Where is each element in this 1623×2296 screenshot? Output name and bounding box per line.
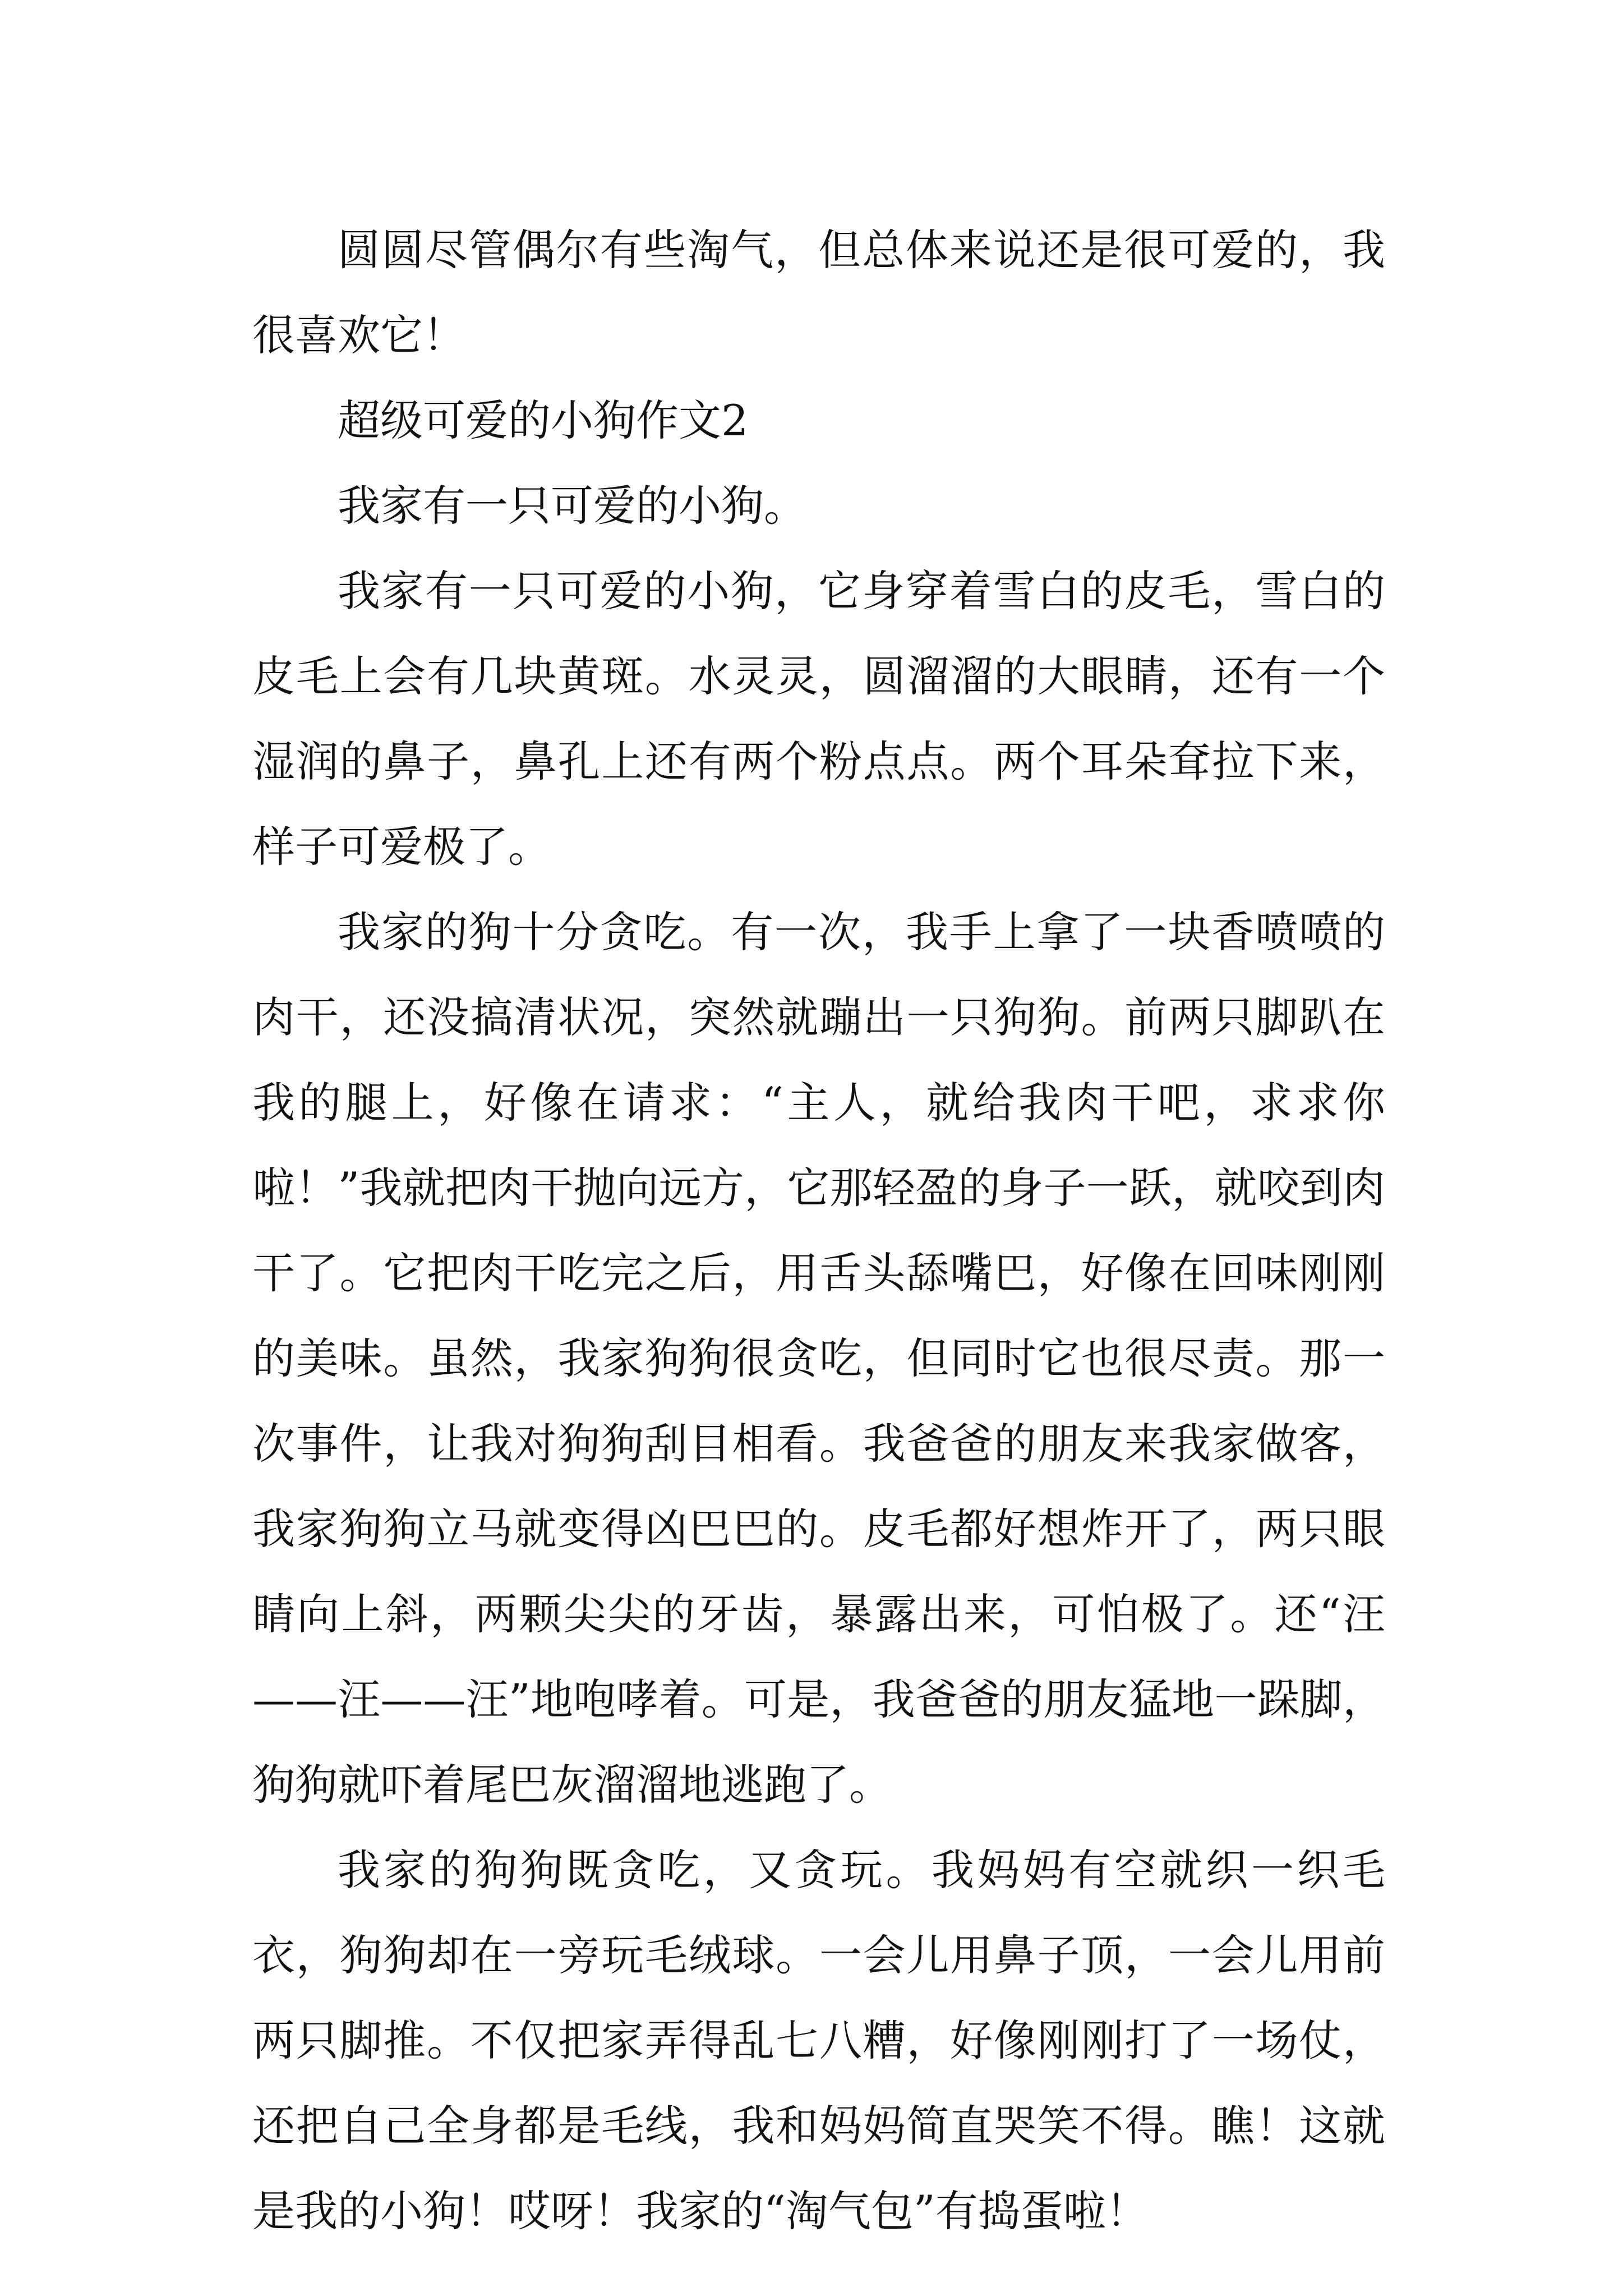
essay-title: 超级可爱的小狗作文2	[338, 395, 749, 445]
document-body	[252, 208, 1385, 2254]
paragraph-playful: 我家的狗狗既贪吃，又贪玩。我妈妈有空就织一织毛衣，狗狗却在一旁玩毛绒球。一会儿用鼻子顶，一会儿用前两只脚推。不仅把家弄得乱七八糟，好像刚刚打了一场仗，还把自己全身都是毛线，我和妈妈简直哭笑不得。瞧！这就是我的小狗！哎呀！我家的“淘气包”有捣蛋啦！	[252, 1845, 1385, 2236]
paragraph-appearance: 我家有一只可爱的小狗，它身穿着雪白的皮毛，雪白的皮毛上会有几块黄斑。水灵灵，圆溜溜的大眼睛，还有一个湿润的鼻子，鼻孔上还有两个粉点点。两个耳朵耷拉下来，样子可爱极了。	[252, 566, 1385, 872]
paragraph-closing-line: 圆圆尽管偶尔有些淘气，但总体来说还是很可爱的，我很喜欢它！	[252, 225, 1385, 360]
paragraph-intro: 我家有一只可爱的小狗。	[338, 481, 806, 531]
paragraph-greedy: 我家的狗十分贪吃。有一次，我手上拿了一块香喷喷的肉干，还没搞清状况，突然就蹦出一只狗狗。前两只脚趴在我的腿上，好像在请求：“主人，就给我肉干吧，求求你啦！”我就把肉干抛向远方，它那轻盈的身子一跃，就咬到肉干了。它把肉干吃完之后，用舌头舔嘴巴，好像在回味刚刚的美味。虽然，我家狗狗很贪吃，但同时它也很尽责。那一次事件，让我对狗狗刮目相看。我爸爸的朋友来我家做客，我家狗狗立马就变得凶巴巴的。皮毛都好想炸开了，两只眼睛向上斜，两颗尖尖的牙齿，暴露出来，可怕极了。还“汪——汪——汪”地咆哮着。可是，我爸爸的朋友猛地一跺脚，狗狗就吓着尾巴灰溜溜地逃跑了。	[252, 907, 1385, 1810]
